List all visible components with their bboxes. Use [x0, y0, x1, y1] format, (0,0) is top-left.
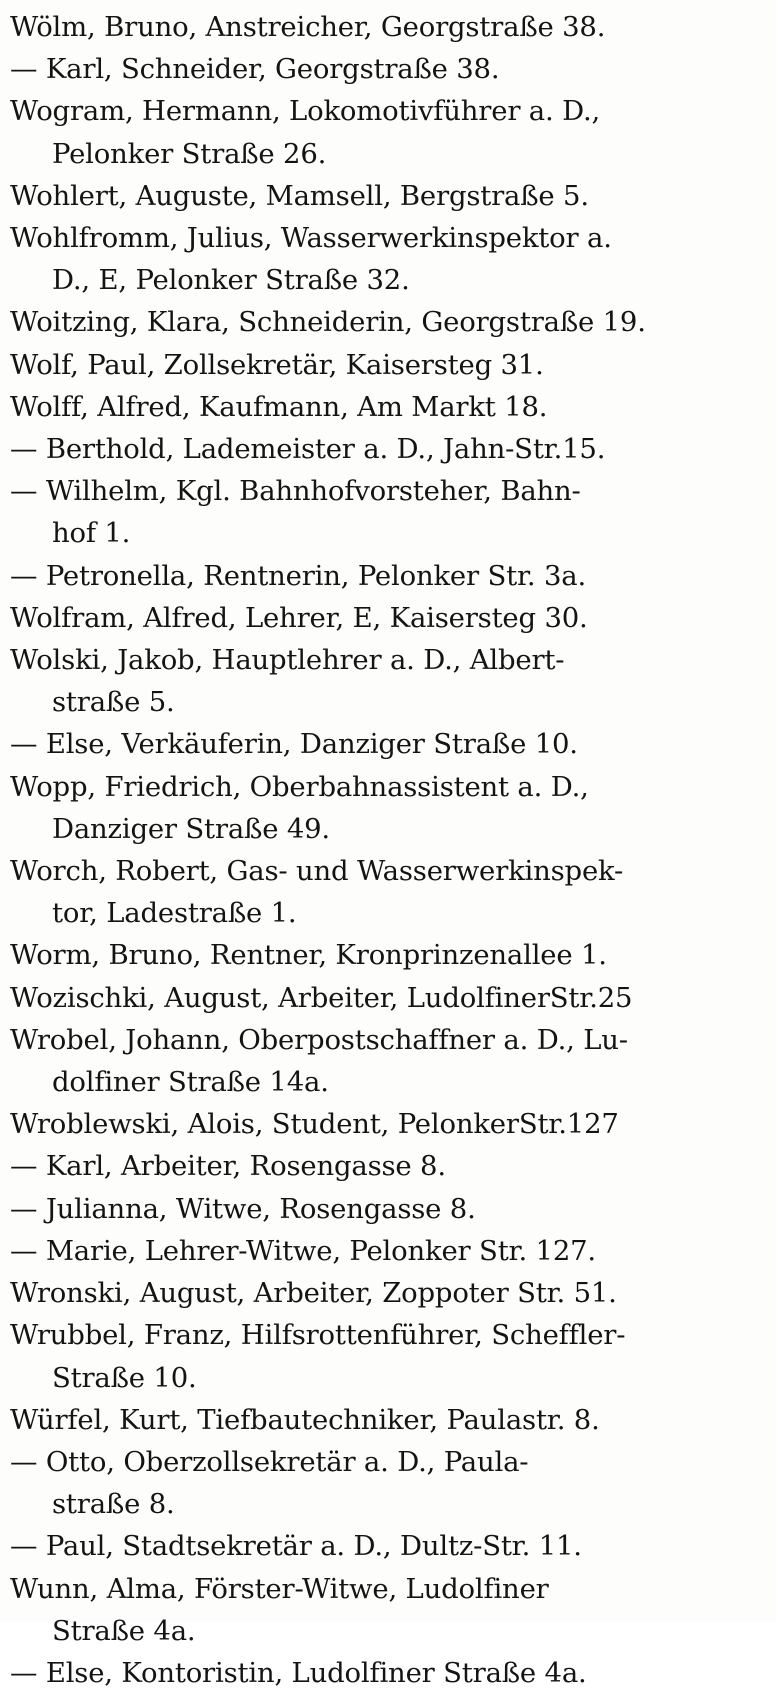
- entry-line: Wolf, Paul, Zollsekretär, Kaisersteg 31.: [10, 348, 544, 381]
- entry-line: — Wilhelm, Kgl. Bahnhofvorsteher, Bahn-: [10, 475, 581, 508]
- directory-entry: [10, 555, 758, 597]
- entry-line: Wolff, Alfred, Kaufmann, Am Markt 18.: [10, 390, 548, 423]
- directory-entry: [10, 1652, 758, 1694]
- entry-line: Wunn, Alma, Förster-Witwe, Ludolfiner: [10, 1572, 549, 1605]
- entry-line: — Marie, Lehrer-Witwe, Pelonker Str. 127.: [10, 1234, 596, 1267]
- entry-line: Wronski, August, Arbeiter, Zoppoter Str. 51.: [10, 1277, 617, 1310]
- directory-entry: [10, 1103, 758, 1145]
- entry-line: — Else, Verkäuferin, Danziger Straße 10.: [10, 728, 578, 761]
- directory-entry: [10, 1230, 758, 1272]
- entry-line: Wozischki, August, Arbeiter, LudolfinerStr.25: [10, 981, 633, 1014]
- entry-line: Wohlfromm, Julius, Wasserwerkinspektor a.: [10, 222, 612, 255]
- directory-entry: [10, 1314, 758, 1398]
- entry-line: Wroblewski, Alois, Student, PelonkerStr.127: [10, 1108, 619, 1141]
- directory-entry: [10, 217, 758, 301]
- entry-continuation-line: straße 5.: [52, 686, 175, 719]
- entry-continuation-line: D., E, Pelonker Straße 32.: [52, 264, 410, 297]
- directory-entry: [10, 1188, 758, 1230]
- directory-entry: [10, 850, 758, 934]
- entry-line: Worm, Bruno, Rentner, Kronprinzenallee 1.: [10, 939, 607, 972]
- entry-line: Wopp, Friedrich, Oberbahnassistent a. D.,: [10, 770, 589, 803]
- entry-continuation-line: Straße 10.: [52, 1361, 197, 1394]
- entry-continuation-line: straße 8.: [52, 1488, 175, 1521]
- directory-entry: [10, 6, 758, 48]
- entry-line: Woitzing, Klara, Schneiderin, Georgstraße 19.: [10, 306, 646, 339]
- directory-entry: [10, 1145, 758, 1187]
- directory-entry: [10, 766, 758, 850]
- entry-line: Wolski, Jakob, Hauptlehrer a. D., Albert-: [10, 644, 565, 677]
- directory-entry: [10, 344, 758, 386]
- entry-continuation-line: Danziger Straße 49.: [52, 812, 330, 845]
- directory-entry: [10, 1441, 758, 1525]
- directory-entry: [10, 639, 758, 723]
- directory-entry: [10, 977, 758, 1019]
- entry-line: — Else, Kontoristin, Ludolfiner Straße 4a.: [10, 1656, 587, 1689]
- directory-entry: [10, 597, 758, 639]
- directory-entry: [10, 1568, 758, 1652]
- entry-line: Wohlert, Auguste, Mamsell, Bergstraße 5.: [10, 179, 589, 212]
- directory-entry: [10, 723, 758, 765]
- entry-continuation-line: Pelonker Straße 26.: [52, 137, 327, 170]
- entry-line: Wrubbel, Franz, Hilfsrottenführer, Scheffler-: [10, 1319, 626, 1352]
- entry-line: — Berthold, Lademeister a. D., Jahn-Str.15.: [10, 433, 606, 466]
- directory-entry: [10, 470, 758, 554]
- entry-line: Wrobel, Johann, Oberpostschaffner a. D., Lu-: [10, 1023, 628, 1056]
- entry-line: Wölm, Bruno, Anstreicher, Georgstraße 38.: [10, 11, 606, 43]
- entry-continuation-line: tor, Ladestraße 1.: [52, 897, 297, 930]
- entry-line: — Karl, Arbeiter, Rosengasse 8.: [10, 1150, 446, 1183]
- directory-entry: [10, 1399, 758, 1441]
- entry-line: Wolfram, Alfred, Lehrer, E, Kaisersteg 30.: [10, 601, 588, 634]
- entry-line: — Petronella, Rentnerin, Pelonker Str. 3a.: [10, 559, 587, 592]
- entry-continuation-line: hof 1.: [52, 517, 131, 550]
- directory-entries: [10, 6, 758, 1694]
- entry-line: — Otto, Oberzollsekretär a. D., Paula-: [10, 1445, 529, 1478]
- entry-continuation-line: dolfiner Straße 14a.: [52, 1066, 329, 1099]
- directory-entry: [10, 48, 758, 90]
- directory-entry: [10, 90, 758, 174]
- entry-line: Würfel, Kurt, Tiefbautechniker, Paulastr. 8.: [10, 1403, 600, 1436]
- directory-entry: [10, 1525, 758, 1567]
- directory-entry: [10, 1272, 758, 1314]
- directory-entry: [10, 1019, 758, 1103]
- directory-entry: [10, 428, 758, 470]
- entry-line: — Karl, Schneider, Georgstraße 38.: [10, 53, 500, 86]
- entry-line: Worch, Robert, Gas- und Wasserwerkinspek-: [10, 855, 624, 888]
- entry-line: Wogram, Hermann, Lokomotivführer a. D.,: [10, 95, 601, 128]
- directory-entry: [10, 175, 758, 217]
- entry-line: — Julianna, Witwe, Rosengasse 8.: [10, 1192, 476, 1225]
- directory-entry: [10, 386, 758, 428]
- directory-entry: [10, 301, 758, 343]
- entry-continuation-line: Straße 4a.: [52, 1614, 196, 1647]
- directory-entry: [10, 934, 758, 976]
- entry-line: — Paul, Stadtsekretär a. D., Dultz-Str. 11.: [10, 1530, 582, 1563]
